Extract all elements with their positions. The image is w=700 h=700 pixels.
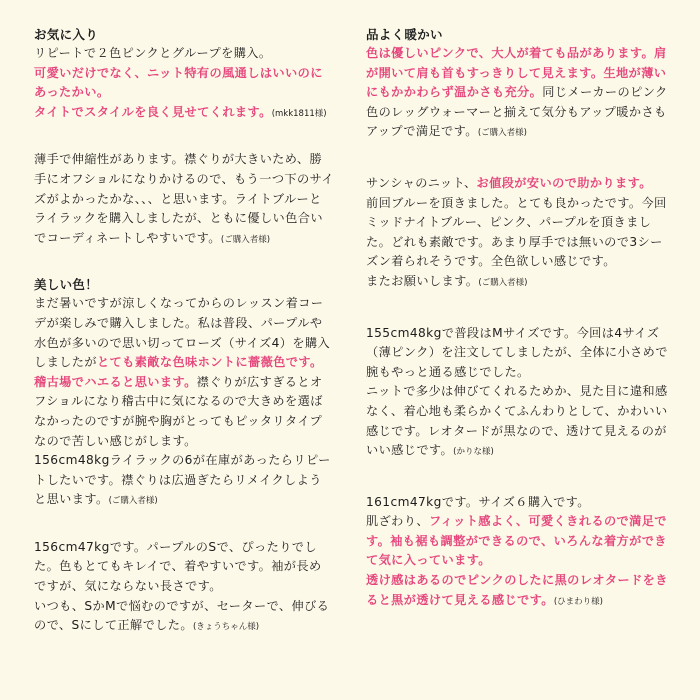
review-title: お気に入り [34,27,99,42]
review-text: 156cm47kgです。パープルのSで、ぴったりでした。色もとてもキレイで、着やすいです。袖が長めですが、気にならない長さです。 [34,539,322,594]
review-card [366,174,671,294]
review-body [34,44,334,124]
review-highlight: とても素敵な色味ホントに薔薇色です。稽古場でハエると思います。 [34,355,323,389]
review-highlight: フィット感よく、可愛くきれるので満足です。袖も裾も調整ができるので、いろんな着方ができて気に入っています。 [366,514,667,568]
review-body [366,174,671,294]
review-highlight: 透け感はあるのでピンクのしたに黒のレオタードをきると黒が透けて見える感じです。 [366,573,668,607]
review-text: 161cm47kgです。サイズ６購入です。 [366,494,590,509]
reviewer-name: (ご購入者様) [220,234,271,245]
review-highlight: タイトでスタイルを良く見せてくれます。 [34,104,272,119]
review-text: 前回ブルーを頂きました。とても良かったです。今回ミッドナイトブルー、ピンク、パープルを頂きました。どれも素敵です。あまり厚手では無いので3シーズン着られそうです。全色欲しい感じです。 [366,195,667,269]
review-text: 同じメーカーのピンク色のレッグウォーマーと揃えて気分もアップ暖かさもアップで満足です。 [366,85,668,139]
review-text: 肌ざわり、 [366,514,429,529]
review-text: ニットで多少は伸びてくれるためか、見た目に違和感なく、着心地も柔らかくてふんわりとして、かわいい感じです。レオタードが黒なので、透けて見えるのがいい感じです。 [366,384,668,458]
review-body [366,324,671,463]
review-body [34,150,334,250]
review-card [34,150,334,250]
review-text: まだ暑いですが涼しくなってからのレッスン着コーデが楽しみで購入しました。私は普段、パープルや水色が多いので思い切ってローズ（サイズ4）を購入しましたが [34,296,331,370]
review-card [34,276,334,512]
review-body [366,493,671,613]
review-text: 156cm48kgライラックの6が在庫があったらリピートしたいです。襟ぐりは広過ぎたらリメイクしようと思います。 [34,453,331,507]
reviewer-name: (ひまわり様) [553,596,603,607]
review-body [34,294,334,512]
review-body [366,44,671,144]
reviewer-name: (ご購入者様) [108,496,158,507]
review-text: 薄手で伸縮性があります。襟ぐりが大きいため、勝手にオフショルになりかけるので、もう一つ下のサイズがよかったかな、、、と思います。ライトブルーとライラックを購入しましたが、ともに優しい色合いでコーディネートしやすいです。 [34,152,334,245]
review-text: またお願いします。 [366,273,479,288]
review-card [34,538,334,638]
reviewer-name: (ご購入者様) [477,128,527,139]
review-text: リピートで２色ピンクとグループを購入。 [34,46,272,60]
right-column [366,26,671,612]
review-text: 襟ぐりが広すぎるとオフショルになり稽古中に気になるので大きめを選ばなかったのですが腕や胸がとってもピッタリタイプなので苦しい感じがします。 [34,374,323,448]
review-card [366,26,671,144]
review-title: 品よく暖かい [366,27,443,42]
review-highlight: 色は優しいピンクで、大人が着ても品があります。肩が開いて肩も首もすっきりして見えます。生地が薄いにもかかわらず温かさも充分。 [366,46,667,100]
reviewer-name: (きょうちゃん様) [192,622,260,633]
review-highlight: お値段が安いので助かります。 [476,175,652,190]
left-column [34,26,334,638]
review-card [366,324,671,463]
review-highlight: 可愛いだけでなく、ニット特有の風通しはいいのにあったかい。 [34,65,323,100]
reviewer-name: (ご購入者様) [478,277,528,288]
review-title: 美しい色！ [34,277,99,293]
review-body [34,538,334,638]
review-text: サンシャのニット、 [366,175,477,190]
reviewer-name: (mkk1811様) [271,108,327,119]
review-text: いつも、SかMで悩むのですが、セーターで、伸びるので、Sにして正解でした。 [34,598,330,633]
reviewer-name: (かりな様) [453,447,494,458]
review-card [366,493,671,613]
review-card [34,26,334,124]
review-text: 155cm48kgで普段はMサイズです。今回は4サイズ（薄ピンク）を注文してしましたが、全体に小さめで腕もやっと通る感じでした。 [366,325,668,379]
